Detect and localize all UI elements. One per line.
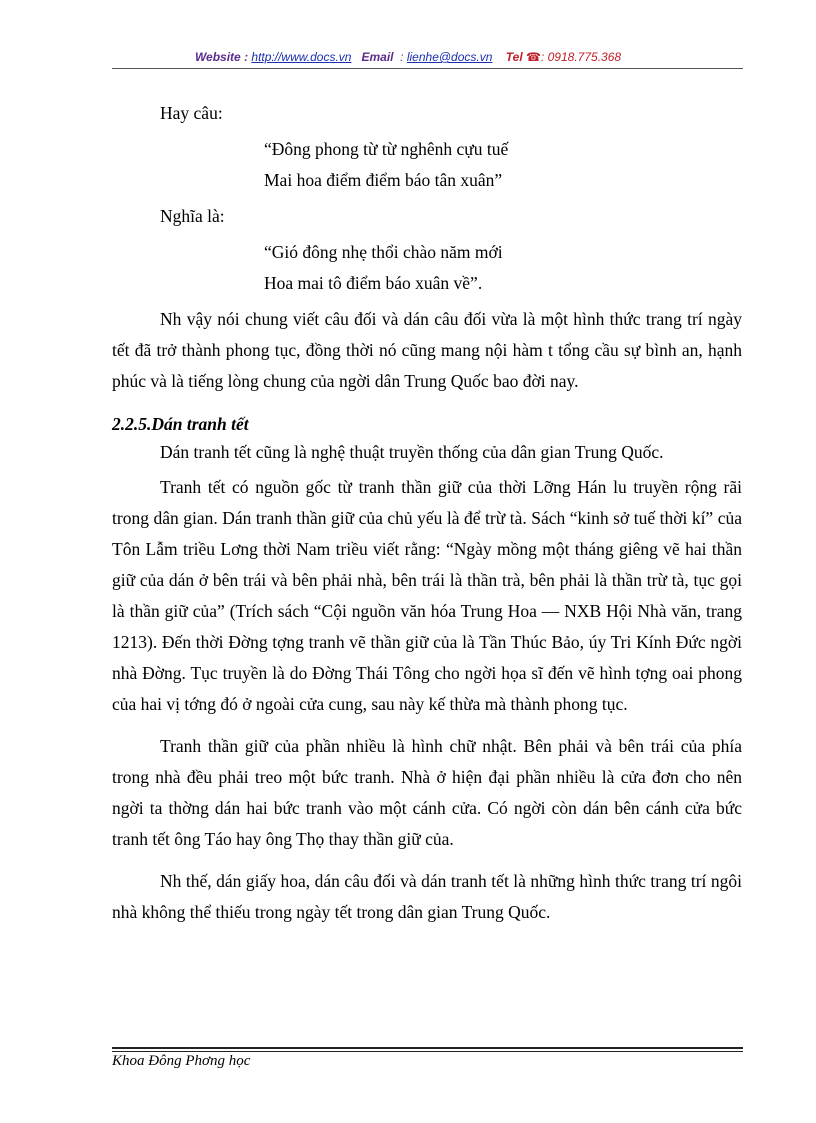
paragraph-intro-tranh-tet: Dán tranh tết cũng là nghệ thuật truyền thống của dân gian Trung Quốc. — [160, 442, 664, 462]
poem-line-1: “Đông phong từ từ nghênh cựu tuế — [264, 139, 509, 159]
poem-line-2: Mai hoa điểm điểm báo tân xuân” — [264, 170, 503, 190]
section-heading: 2.2.5.Dán tranh tết — [112, 414, 249, 434]
poem-line-3: “Gió đông nhẹ thổi chào năm mới — [264, 242, 503, 262]
page-header — [0, 50, 816, 64]
paragraph-shape-tranh: Tranh thần giữ của phần nhiều là hình chữ nhật. Bên phải và bên trái của phía trong nhà đều phải treo một bức tranh. Nhà ở hiện đại phần nhiều là cửa đơn cho nên ngời ta thờng dán hai bức tranh vào một cánh cửa. Có ngời còn dán bên cánh cửa bức tranh tết ông Táo hay ông Thọ thay thần giữ của. — [112, 736, 742, 849]
paragraph-summary: Nh thế, dán giấy hoa, dán câu đối và dán tranh tết là những hình thức trang trí ngôi nhà không thể thiếu trong ngày tết trong dân gian Trung Quốc. — [112, 871, 742, 922]
footer-divider-thin — [112, 1051, 743, 1052]
paragraph-nghia-la: Nghĩa là: — [160, 206, 225, 226]
phone-icon: ☎ — [526, 50, 541, 64]
paragraph-origin-tranh-tet: Tranh tết có nguồn gốc từ tranh thần giữ của thời Lỡng Hán lu truyền rộng rãi trong dân gian. Dán tranh thần giữ của chủ yếu là để trừ tà. Sách “kinh sở tuế thời kí” của Tôn Lẫm triều Lơng thời Nam triều viết rằng: “Ngày mồng một tháng giêng vẽ hai thần giữ của dán ở bên trái và bên phải nhà, bên trái là thần trà, bên phải là thần trừ tà, tục gọi là thần giữ của” (Trích sách “Cội nguồn văn hóa Trung Hoa — NXB Hội Nhà văn, trang 1213). Đến thời Đờng tợng tranh vẽ thần giữ của là Tần Thúc Bảo, úy Tri Kính Đức ngời nhà Đờng. Tục truyền là do Đờng Thái Tông cho ngời họa sĩ đến vẽ hình tợng oai phong của hai vị tớng đó ở ngoài cửa cung, sau này kế thừa mà thành phong tục. — [112, 477, 742, 714]
website-link[interactable]: http://www.docs.vn — [251, 50, 352, 64]
email-label: Email — [361, 50, 394, 64]
tel-value: : 0918.775.368 — [540, 50, 622, 64]
header-divider — [112, 68, 743, 69]
paragraph-conclusion-cau-doi: Nh vậy nói chung viết câu đối và dán câu đối vừa là một hình thức trang trí ngày tết đã trở thành phong tục, đồng thời nó cũng mang nội hàm t tổng cầu sự bình an, hạnh phúc và là tiếng lòng chung của ngời dân Trung Quốc bao đời nay. — [112, 309, 742, 391]
email-link[interactable]: lienhe@docs.vn — [406, 50, 493, 64]
email-separator: : — [400, 50, 404, 64]
poem-line-4: Hoa mai tô điểm báo xuân về”. — [264, 273, 483, 293]
paragraph-hay-cau: Hay câu: — [160, 103, 223, 123]
footer-divider — [112, 1047, 743, 1049]
document-body — [112, 98, 742, 928]
page-footer: Khoa Đông Phơng học — [112, 1053, 251, 1069]
website-label: Website : — [194, 50, 249, 64]
tel-label: Tel — [505, 50, 523, 64]
